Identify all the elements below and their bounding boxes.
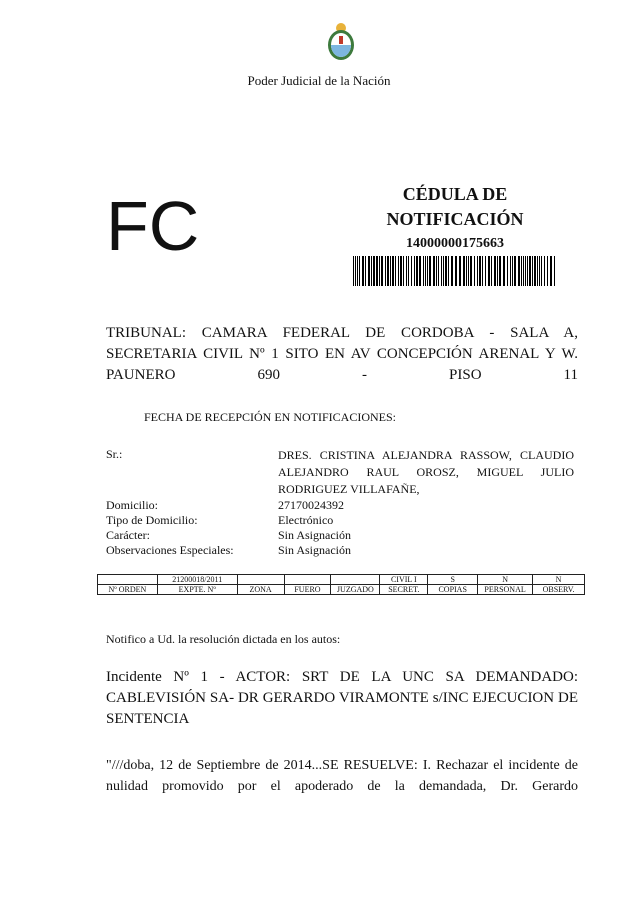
barcode-bar bbox=[532, 256, 533, 286]
sr-value-text: DRES. CRISTINA ALEJANDRA RASSOW, CLAUDIO ALEJANDRO RAUL OROSZ, MIGUEL JULIO RODRIGUEZ VILLAFAÑE, bbox=[278, 448, 574, 496]
barcode-bar bbox=[408, 256, 409, 286]
barcode-bar bbox=[362, 256, 364, 286]
barcode-bar bbox=[523, 256, 524, 286]
barcode-bar bbox=[510, 256, 511, 286]
barcode-bar bbox=[537, 256, 538, 286]
cell-secret: CIVIL I bbox=[380, 575, 428, 585]
barcode-bar bbox=[373, 256, 375, 286]
barcode-bar bbox=[521, 256, 522, 286]
barcode-bar bbox=[395, 256, 396, 286]
barcode-bar bbox=[474, 256, 475, 286]
autos-text bbox=[106, 667, 578, 730]
fc-mark: FC bbox=[106, 187, 200, 265]
tipo-domicilio-value: Electrónico bbox=[278, 513, 334, 527]
sr-value bbox=[278, 447, 574, 498]
barcode-bar bbox=[539, 256, 540, 286]
barcode-bar bbox=[379, 256, 380, 286]
barcode-bar bbox=[514, 256, 516, 286]
barcode-bar bbox=[518, 256, 520, 286]
domicilio-value: 27170024392 bbox=[278, 498, 344, 512]
court-name: Poder Judicial de la Nación bbox=[247, 73, 391, 88]
header-observ: OBSERV. bbox=[533, 585, 585, 595]
barcode-bar bbox=[400, 256, 402, 286]
barcode-bar bbox=[436, 256, 437, 286]
barcode-bar bbox=[485, 256, 486, 286]
autos-caption: Incidente Nº 1 - ACTOR: SRT DE LA UNC SA DEMANDADO: CABLEVISIÓN SA- DR GERARDO VIRAMONTE s/INC EJECUCION DE SENTENCIA bbox=[106, 669, 578, 727]
barcode-bar bbox=[547, 256, 548, 286]
barcode-bar bbox=[503, 256, 505, 286]
caracter-label: Carácter: bbox=[106, 528, 150, 542]
cell-expte: 21200018/2011 bbox=[157, 575, 237, 585]
barcode-bar bbox=[463, 256, 465, 286]
barcode-bar bbox=[554, 256, 555, 286]
barcode-bar bbox=[359, 256, 360, 286]
barcode-bar bbox=[451, 256, 453, 286]
barcode-bar bbox=[527, 256, 528, 286]
header-fuero: FUERO bbox=[284, 585, 331, 595]
cell-zona bbox=[237, 575, 284, 585]
table-values-row bbox=[98, 575, 585, 585]
barcode-bar bbox=[445, 256, 447, 286]
barcode-bar bbox=[479, 256, 481, 286]
barcode-bar bbox=[491, 256, 492, 286]
barcode-bar bbox=[443, 256, 444, 286]
header-juzgado: JUZGADO bbox=[331, 585, 380, 595]
barcode-bar bbox=[477, 256, 478, 286]
barcode-bar bbox=[529, 256, 531, 286]
header-personal: PERSONAL bbox=[478, 585, 533, 595]
barcode-bar bbox=[419, 256, 421, 286]
table-header-row bbox=[98, 585, 585, 595]
barcode-bar bbox=[455, 256, 457, 286]
domicilio-label: Domicilio: bbox=[106, 498, 158, 512]
barcode-bar bbox=[441, 256, 442, 286]
cell-personal: N bbox=[478, 575, 533, 585]
tipo-domicilio-label: Tipo de Domicilio: bbox=[106, 513, 198, 527]
barcode-bar bbox=[353, 256, 354, 286]
barcode-bar bbox=[468, 256, 469, 286]
coat-of-arms-icon bbox=[325, 22, 357, 64]
barcode-bar bbox=[494, 256, 496, 286]
cell-copias: S bbox=[428, 575, 478, 585]
barcode-bar bbox=[459, 256, 461, 286]
barcode-bar bbox=[466, 256, 467, 286]
header-zona: ZONA bbox=[237, 585, 284, 595]
barcode-bar bbox=[365, 256, 366, 286]
barcode bbox=[353, 256, 557, 286]
caracter-value: Sin Asignación bbox=[278, 528, 352, 542]
header-secret: SECRET. bbox=[380, 585, 428, 595]
barcode-bar bbox=[398, 256, 399, 286]
barcode-bar bbox=[507, 256, 508, 286]
barcode-bar bbox=[482, 256, 483, 286]
observaciones-label: Observaciones Especiales: bbox=[106, 543, 234, 557]
barcode-bar bbox=[414, 256, 415, 286]
barcode-bar bbox=[368, 256, 370, 286]
barcode-bar bbox=[534, 256, 536, 286]
barcode-bar bbox=[525, 256, 526, 286]
cell-juzgado bbox=[331, 575, 380, 585]
expediente-table bbox=[97, 574, 585, 595]
cell-fuero bbox=[284, 575, 331, 585]
observaciones-value: Sin Asignación bbox=[278, 543, 352, 557]
sr-label: Sr.: bbox=[106, 447, 123, 461]
title-line-2: NOTIFICACIÓN bbox=[386, 209, 524, 229]
barcode-bar bbox=[497, 256, 498, 286]
barcode-bar bbox=[385, 256, 386, 286]
barcode-bar bbox=[499, 256, 501, 286]
barcode-bar bbox=[470, 256, 472, 286]
cell-orden bbox=[98, 575, 158, 585]
barcode-bar bbox=[381, 256, 383, 286]
fecha-recepcion-label: FECHA DE RECEPCIÓN EN NOTIFICACIONES: bbox=[144, 410, 397, 424]
barcode-bar bbox=[423, 256, 424, 286]
barcode-bar bbox=[357, 256, 358, 286]
resolucion-text: "///doba, 12 de Septiembre de 2014...SE RESUELVE: I. Rechazar el incidente de nulidad promovido por el apoderado de la demandada, Dr. Gerardo bbox=[106, 758, 578, 794]
notifico-text: Notifico a Ud. la resolución dictada en los autos: bbox=[106, 632, 341, 646]
cell-observ: N bbox=[533, 575, 585, 585]
cedula-number: 14000000175663 bbox=[406, 236, 504, 251]
barcode-bar bbox=[425, 256, 426, 286]
barcode-bar bbox=[371, 256, 372, 286]
barcode-bar bbox=[438, 256, 439, 286]
barcode-bar bbox=[355, 256, 356, 286]
barcode-bar bbox=[411, 256, 412, 286]
barcode-bar bbox=[416, 256, 418, 286]
barcode-bar bbox=[544, 256, 545, 286]
barcode-bar bbox=[376, 256, 378, 286]
barcode-bar bbox=[429, 256, 431, 286]
barcode-bar bbox=[488, 256, 490, 286]
barcode-bar bbox=[406, 256, 407, 286]
barcode-bar bbox=[433, 256, 435, 286]
barcode-bar bbox=[392, 256, 394, 286]
barcode-bar bbox=[512, 256, 513, 286]
barcode-bar bbox=[541, 256, 542, 286]
barcode-bar bbox=[550, 256, 552, 286]
header-copias: COPIAS bbox=[428, 585, 478, 595]
barcode-bar bbox=[403, 256, 404, 286]
tribunal-text: TRIBUNAL: CAMARA FEDERAL DE CORDOBA - SALA A, SECRETARIA CIVIL Nº 1 SITO EN AV CONCEPCIÓN ARENAL Y W. PAUNERO 690 - PISO 11 bbox=[106, 325, 578, 383]
barcode-bar bbox=[390, 256, 391, 286]
title-line-1: CÉDULA DE bbox=[402, 184, 508, 204]
document-title bbox=[360, 182, 550, 232]
header-expte: EXPTE. Nº bbox=[157, 585, 237, 595]
barcode-bar bbox=[448, 256, 449, 286]
header-orden: Nº ORDEN bbox=[98, 585, 158, 595]
barcode-bar bbox=[387, 256, 389, 286]
barcode-bar bbox=[427, 256, 428, 286]
